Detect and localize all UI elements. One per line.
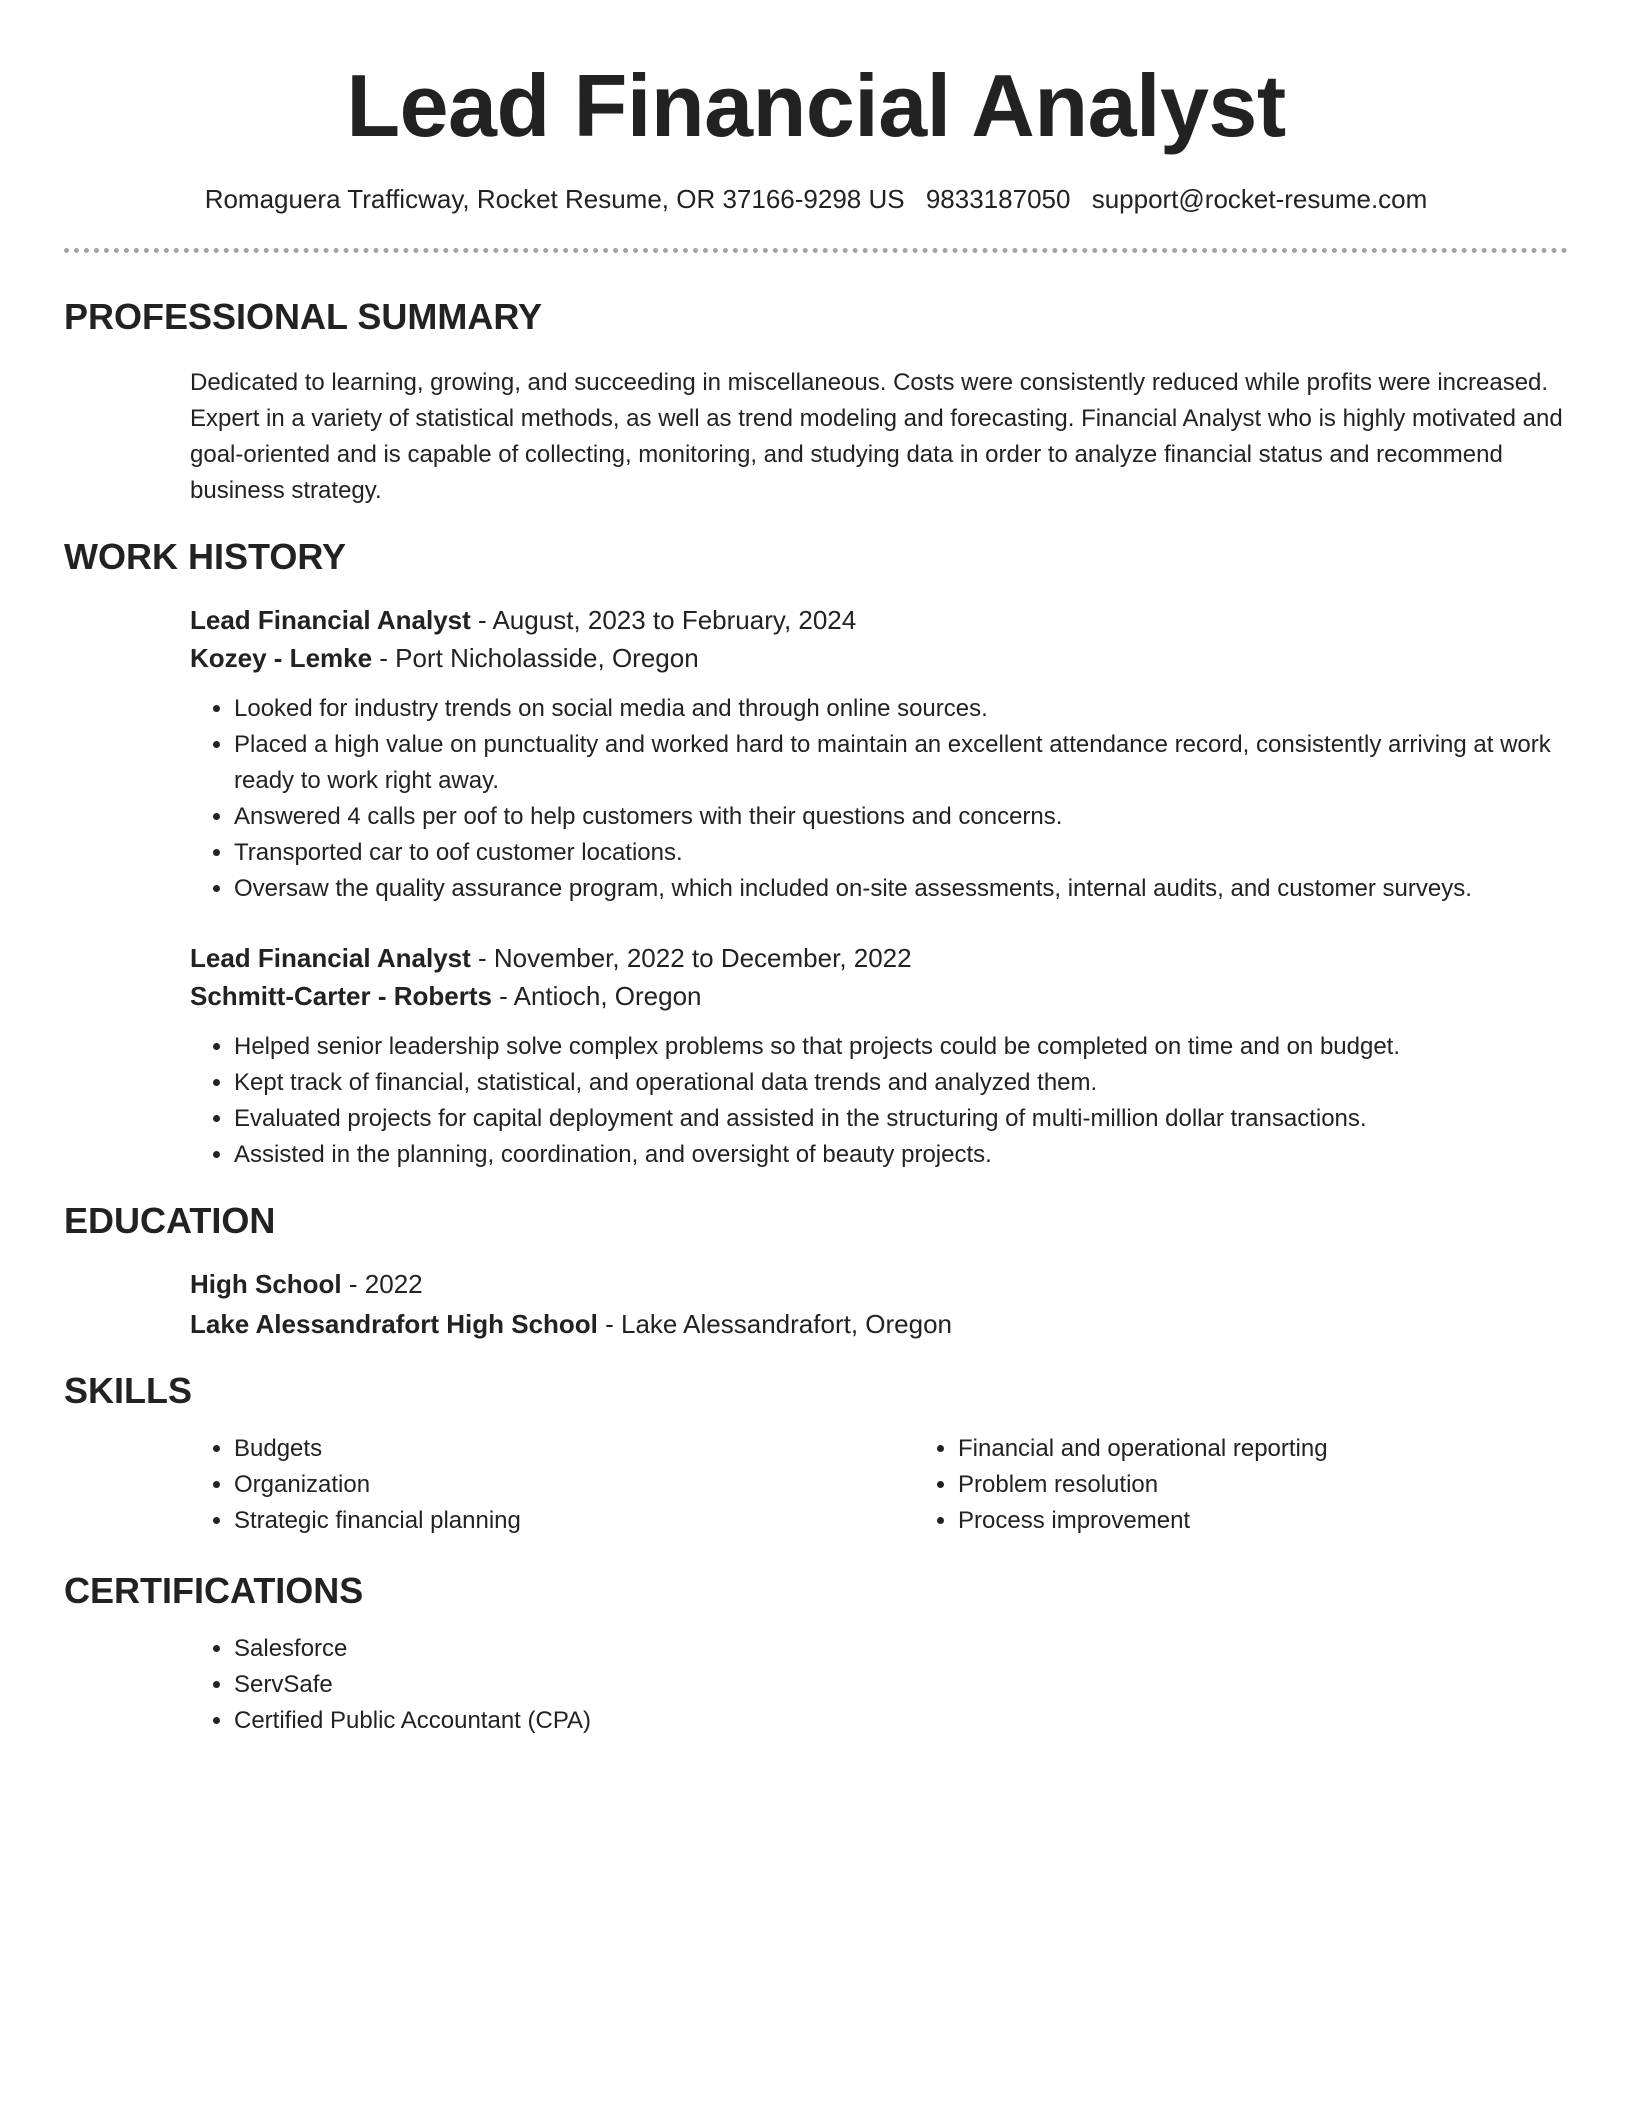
list-item: • Placed a high value on punctuality and worked hard to maintain an excellent attendance record, consistently arriving at work ready to work right away. <box>234 727 1568 799</box>
job-company-line <box>190 639 1568 677</box>
job-company: Kozey - Lemke <box>190 643 373 673</box>
certification-item: • Salesforce <box>234 1631 1568 1667</box>
list-item: • Helped senior leadership solve complex problems so that projects could be completed on time and on budget. <box>234 1029 1568 1065</box>
header-divider <box>64 248 1568 253</box>
list-item: • Answered 4 calls per oof to help customers with their questions and concerns. <box>234 799 1568 835</box>
job-location: - Antioch, Oregon <box>491 981 702 1011</box>
skill-item: • Financial and operational reporting <box>958 1431 1328 1467</box>
certifications-list <box>190 1631 1568 1739</box>
job-company-line <box>190 977 1568 1015</box>
job-dates: - November, 2022 to December, 2022 <box>470 943 912 973</box>
job-role: Lead Financial Analyst <box>190 605 471 635</box>
list-item: • Assisted in the planning, coordination, and oversight of beauty projects. <box>234 1137 1568 1173</box>
job-entry <box>190 601 1568 907</box>
summary-text: Dedicated to learning, growing, and succeeding in miscellaneous. Costs were consistently reduced while profits were increased. Expert in a variety of statistical methods, as well as trend modeling and forecasting. Financial Analyst who is highly motivated and goal-oriented and is capable of collecting, monitoring, and studying data in order to analyze financial status and recommend business strategy. <box>190 369 1563 504</box>
resume-name: Lead Financial Analyst <box>346 56 1286 155</box>
job-title-line <box>190 939 1568 977</box>
certifications-title: CERTIFICATIONS <box>64 1570 364 1611</box>
contact-phone: 9833187050 <box>925 184 1071 214</box>
education-degree-line <box>190 1265 1568 1303</box>
job-dates: - August, 2023 to February, 2024 <box>470 605 857 635</box>
job-company: Schmitt-Carter - Roberts <box>190 981 492 1011</box>
education-entry <box>190 1265 1568 1343</box>
skill-item: • Process improvement <box>958 1503 1328 1539</box>
education-degree: High School <box>190 1269 342 1299</box>
education-year: - 2022 <box>341 1269 423 1299</box>
job-bullets <box>190 691 1568 907</box>
skill-item: • Budgets <box>234 1431 914 1467</box>
education-school-line <box>190 1305 1568 1343</box>
skills-column-2 <box>914 1431 1328 1539</box>
list-item: • Evaluated projects for capital deployment and assisted in the structuring of multi-million dollar transactions. <box>234 1101 1568 1137</box>
list-item: • Kept track of financial, statistical, and operational data trends and analyzed them. <box>234 1065 1568 1101</box>
contact-address: Romaguera Trafficway, Rocket Resume, OR 37166-9298 US <box>204 184 905 214</box>
list-item: • Transported car to oof customer locations. <box>234 835 1568 871</box>
skill-item: • Organization <box>234 1467 914 1503</box>
certifications-list-wrap <box>190 1631 1568 1739</box>
list-item: • Oversaw the quality assurance program, which included on-site assessments, internal audits, and customer surveys. <box>234 871 1568 907</box>
contact-line <box>64 182 1568 216</box>
work-history-title: WORK HISTORY <box>64 536 347 577</box>
education-title: EDUCATION <box>64 1200 276 1241</box>
summary-title: PROFESSIONAL SUMMARY <box>64 296 543 337</box>
skill-item: • Strategic financial planning <box>234 1503 914 1539</box>
list-item: • Looked for industry trends on social media and through online sources. <box>234 691 1568 727</box>
skills-title: SKILLS <box>64 1370 193 1411</box>
education-school: Lake Alessandrafort High School <box>190 1309 598 1339</box>
skill-item: • Problem resolution <box>958 1467 1328 1503</box>
job-entry <box>190 939 1568 1173</box>
certification-item: • ServSafe <box>234 1667 1568 1703</box>
certification-item: • Certified Public Accountant (CPA) <box>234 1703 1568 1739</box>
job-title-line <box>190 601 1568 639</box>
job-role: Lead Financial Analyst <box>190 943 471 973</box>
job-location: - Port Nicholasside, Oregon <box>372 643 699 673</box>
contact-email: support@rocket-resume.com <box>1091 184 1428 214</box>
skills-column-1 <box>190 1431 914 1539</box>
skills-grid <box>190 1431 1568 1539</box>
job-bullets <box>190 1029 1568 1173</box>
education-location: - Lake Alessandrafort, Oregon <box>597 1309 952 1339</box>
